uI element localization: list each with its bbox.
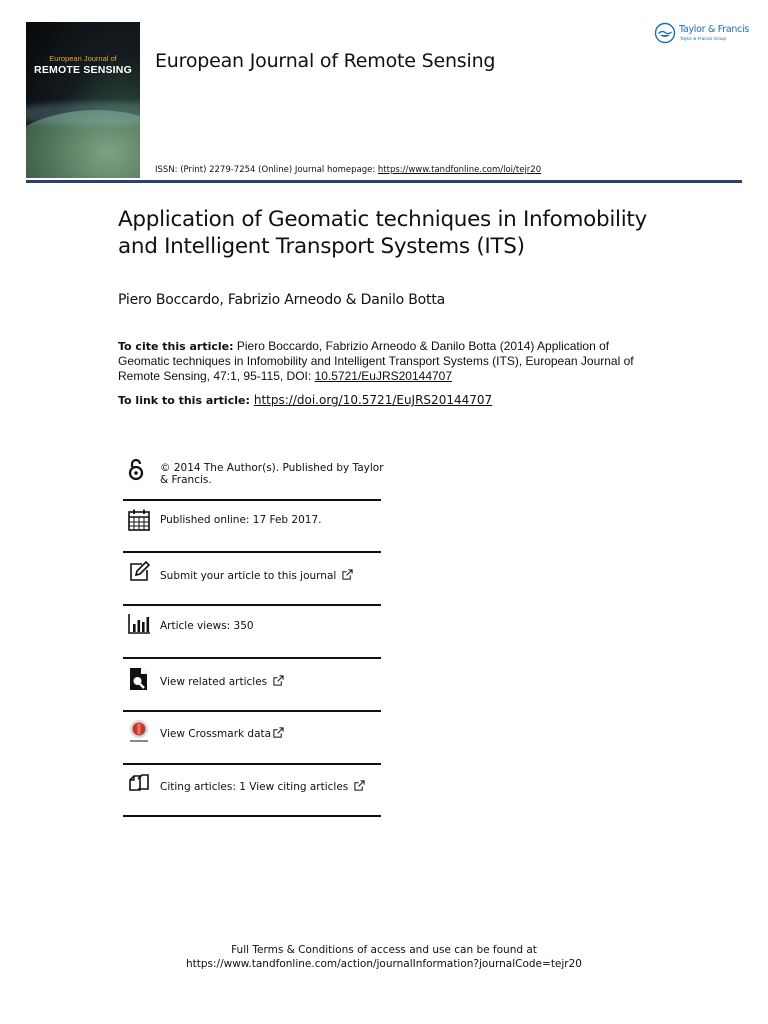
cover-title-line2: REMOTE SENSING — [34, 64, 132, 76]
open-access-icon — [125, 458, 149, 482]
taylor-francis-logo-icon — [654, 22, 676, 44]
external-link-icon — [354, 780, 365, 791]
info-divider — [123, 763, 381, 765]
publisher-name: Taylor & Francis — [679, 24, 750, 35]
submit-article-label — [160, 569, 353, 582]
external-link-icon — [342, 569, 353, 580]
edit-icon — [127, 559, 151, 583]
cover-atmosphere-graphic — [26, 102, 140, 126]
article-title: Application of Geomatic techniques in Infomobility and Intelligent Transport Systems (ITS) — [118, 207, 647, 259]
citation-block — [118, 339, 658, 384]
terms-footer-url[interactable]: https://www.tandfonline.com/action/journalInformation?journalCode=tejr20 — [185, 958, 582, 970]
citing-articles-row[interactable] — [123, 769, 381, 813]
journal-cover-image — [26, 22, 140, 178]
article-views-text: Article views: 350 — [160, 620, 254, 632]
article-authors: Piero Boccardo, Fabrizio Arneodo & Danilo Botta — [118, 292, 446, 308]
article-doi-url[interactable]: https://doi.org/10.5721/EuJRS20144707 — [253, 393, 493, 407]
info-divider — [123, 657, 381, 659]
crossmark-label — [160, 727, 284, 740]
published-online-row — [123, 504, 381, 548]
bar-chart-icon — [127, 612, 151, 636]
info-divider — [123, 499, 381, 501]
citing-articles-text: Citing articles: 1 View citing articles — [160, 781, 349, 793]
related-articles-row[interactable] — [123, 663, 381, 707]
crossmark-row[interactable] — [123, 716, 381, 760]
external-link-icon — [273, 675, 284, 686]
info-divider — [123, 604, 381, 606]
cover-title-line1: European Journal of — [49, 54, 117, 63]
crossmark-icon — [127, 719, 151, 743]
crossmark-text: View Crossmark data — [160, 728, 272, 740]
header-divider — [26, 180, 742, 183]
terms-footer — [0, 943, 768, 971]
citing-articles-label — [160, 780, 365, 793]
related-search-icon — [127, 667, 151, 691]
submit-article-text: Submit your article to this journal — [160, 570, 337, 582]
issn-line — [155, 165, 541, 175]
terms-footer-line1: Full Terms & Conditions of access and use can be found at — [231, 944, 537, 956]
citing-icon — [127, 772, 151, 796]
article-views-row — [123, 610, 381, 654]
calendar-icon — [127, 508, 151, 532]
citation-doi-link[interactable]: 10.5721/EuJRS20144707 — [314, 369, 453, 383]
issn-text: ISSN: (Print) 2279-7254 (Online) Journal homepage: — [155, 165, 378, 175]
info-divider — [123, 551, 381, 553]
open-access-row — [123, 456, 384, 496]
published-online-text: Published online: 17 Feb 2017. — [160, 514, 322, 526]
related-articles-label — [160, 675, 284, 688]
publisher-group: Taylor & Francis Group — [680, 36, 727, 41]
info-divider — [123, 815, 381, 817]
journal-title: European Journal of Remote Sensing — [155, 50, 496, 72]
info-divider — [123, 710, 381, 712]
article-link-block — [118, 393, 492, 407]
submit-article-row[interactable] — [123, 557, 381, 601]
citation-text: Piero Boccardo, Fabrizio Arneodo & Danilo Botta (2014) Application of Geomatic techniques in Infomobility and Intelligent Transport Systems (ITS), European Journal of Remote Sensing, 47:1, 95-115, DOI: — [118, 339, 634, 383]
journal-homepage-link[interactable]: https://www.tandfonline.com/loi/tejr20 — [377, 165, 542, 175]
copyright-text: © 2014 The Author(s). Published by Taylor & Francis. — [160, 462, 384, 486]
citation-label: To cite this article: — [118, 340, 234, 353]
external-link-icon — [273, 727, 284, 738]
article-link-label: To link to this article: — [118, 394, 250, 407]
related-articles-text: View related articles — [160, 676, 268, 688]
